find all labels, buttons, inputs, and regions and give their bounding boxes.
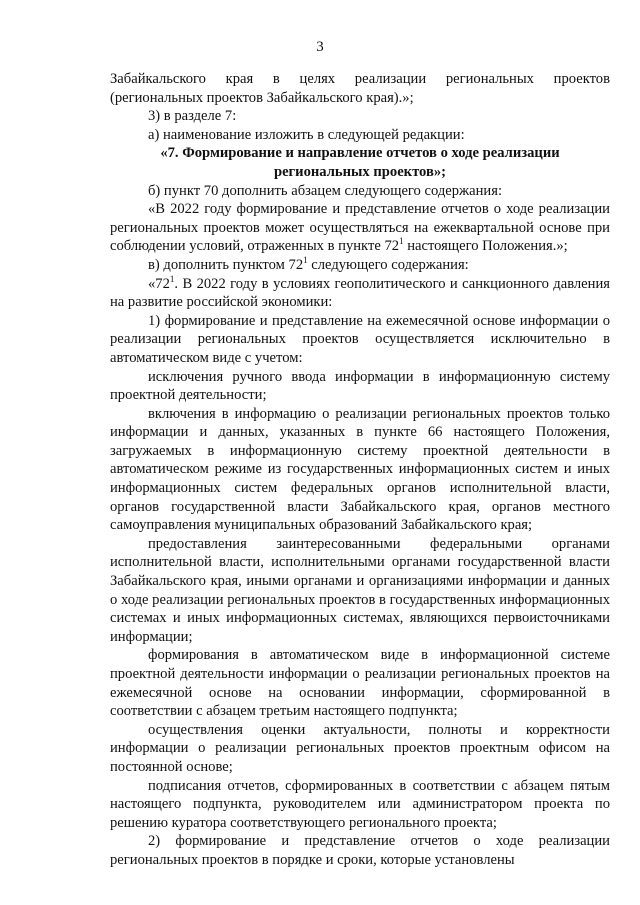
paragraph — [110, 275, 610, 312]
paragraph: б) пункт 70 дополнить абзацем следующего содержания: — [148, 182, 503, 199]
paragraph-text: . В 2022 году в условиях геополитического и санкционного давления на развитие российской экономики: — [110, 275, 610, 311]
paragraph-text: настоящего Положения.»; — [403, 238, 568, 255]
paragraph-text: «72 — [148, 275, 170, 292]
paragraph: Забайкальского края в целях реализации региональных проектов (региональных проектов Забайкальского края).»; — [110, 71, 610, 106]
section-heading: «7. Формирование и направление отчетов о ходе реализации региональных проектов»; — [160, 145, 560, 180]
page-number: 3 — [316, 39, 324, 55]
paragraph: 3) в разделе 7: — [148, 108, 237, 125]
paragraph-text: в) дополнить пунктом 72 — [148, 256, 304, 273]
paragraph: осуществления оценки актуальности, полноты и корректности информации о реализации региональных проектов проектным офисом на постоянной основе; — [110, 721, 610, 775]
superscript: 1 — [303, 255, 308, 266]
paragraph — [110, 200, 610, 256]
paragraph: формирования в автоматическом виде в информационной системе проектной деятельности информации о реализации региональных проектов на ежемесячной основе на основании информации, сформированной в соответствии с абзацем третьим настоящего подпункта; — [110, 647, 610, 720]
paragraph — [110, 256, 610, 275]
paragraph: 1) формирование и представление на ежемесячной основе информации о реализации региональных проектов осуществляется исключительно в автоматическом виде с учетом: — [110, 312, 610, 366]
paragraph: а) наименование изложить в следующей редакции: — [148, 126, 465, 143]
paragraph-text: «В 2022 году формирование и представление отчетов о ходе реализации региональных проектов может осуществляться на ежеквартальной основе при соблюдении условий, отраженных в пункте 72 — [110, 201, 610, 255]
superscript: 1 — [169, 273, 175, 284]
paragraph: подписания отчетов, сформированных в соответствии с абзацем пятым настоящего подпункта, руководителем или администратором проекта по решению куратора соответствующего регионального проекта; — [110, 777, 610, 831]
paragraph-text: следующего содержания: — [307, 256, 469, 273]
paragraph: включения в информацию о реализации региональных проектов только информации и данных, указанных в пункте 66 настоящего Положения, загружаемых в информационную систему проектной деятельности в автоматическом режиме из государственных информационных систем и иных информационных систем федеральных органов исполнительной власти, органов государственной власти Забайкальского края, органов местного самоуправления муниципальных образований Забайкальского края; — [110, 405, 610, 534]
paragraph: 2) формирование и представление отчетов о ходе реализации региональных проектов в порядке и сроки, которые установлены — [110, 833, 610, 868]
paragraph: исключения ручного ввода информации в информационную систему проектной деятельности; — [110, 368, 610, 404]
document-body — [110, 70, 610, 870]
superscript: 1 — [399, 236, 404, 247]
paragraph: предоставления заинтересованными федеральными органами исполнительной власти, исполнительными органами государственной власти Забайкальского края, иными органами и организациями информации и данных о ходе реализации региональных проектов в государственных информационных системах и иных информационных системах, являющихся первоисточниками информации; — [110, 535, 610, 645]
